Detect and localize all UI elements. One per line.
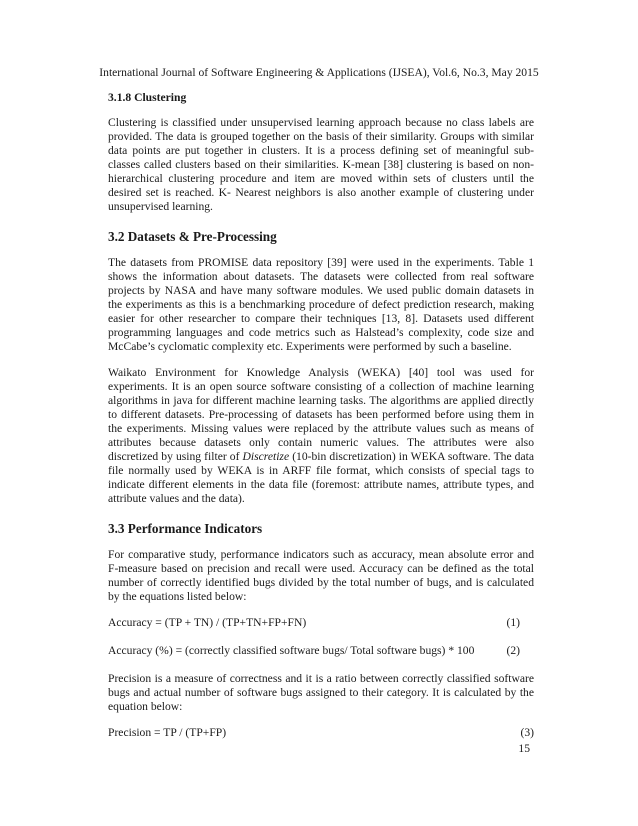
equation-number: (1): [506, 616, 520, 629]
equation-1: [108, 616, 534, 630]
equation-text: Accuracy = (TP + TN) / (TP+TN+FP+FN): [108, 616, 307, 629]
equation-text: Precision = TP / (TP+FP): [108, 726, 227, 739]
equation-3: [108, 726, 534, 740]
paragraph-text: (10-bin discretization) in WEKA software. The data file normally used by WEKA is in ARFF file format, which consists of special tags to indicate different elements in the data file (foremost: attribute names, attribute types, and attribute values and the data).: [108, 450, 534, 505]
paragraph-text: Waikato Environment for Knowledge Analysis (WEKA) [40] tool was used for experiments. It is an open source software consisting of a collection of machine learning algorithms in java for different machine learning tasks. The algorithms are applied directly to different datasets. Pre-processing of datasets has been performed before using them in the experiments. Missing values were replaced by the attribute values such as means of attributes because datasets only contain numeric values. The attributes were also discretized by using filter of: [108, 366, 534, 463]
equation-text: Accuracy (%) = (correctly classified software bugs/ Total software bugs) * 100: [108, 644, 475, 657]
paragraph-performance-2: Precision is a measure of correctness and it is a ratio between correctly classified software bugs and actual number of software bugs assigned to their category. It is calculated by the equation below:: [108, 672, 534, 713]
page-number: 15: [518, 742, 530, 755]
section-heading-datasets: 3.2 Datasets & Pre-Processing: [108, 229, 277, 244]
page-content: [108, 91, 534, 754]
paragraph-datasets-1: The datasets from PROMISE data repository [39] were used in the experiments. Table 1 shows the information about datasets. The datasets were collected from real software projects by NASA and have many software modules. We used public domain datasets in the experiments as this is a benchmarking procedure of defect prediction research, making easier for other researcher to compare their techniques [13, 8]. Datasets used different programming languages and code metrics such as Halstead’s complexity, code size and McCabe’s cyclomatic complexity etc. Experiments were performed by such a baseline.: [108, 256, 534, 353]
paragraph-performance-1: For comparative study, performance indicators such as accuracy, mean absolute error and F-measure based on precision and recall were used. Accuracy can be defined as the total number of correctly identified bugs divided by the total number of bugs, and is calculated by the equations listed below:: [108, 548, 534, 603]
section-heading-performance: 3.3 Performance Indicators: [108, 521, 263, 536]
paragraph-datasets-2: [108, 366, 534, 506]
paragraph-clustering: Clustering is classified under unsupervised learning approach because no class labels are provided. The data is grouped together on the basis of their similarity. Groups with similar data points are put together in clusters. It is a process defining set of meaningful sub-classes called clusters based on their similarities. K-mean [38] clustering is based on non-hierarchical clustering procedure and item are moved within sets of clusters until the desired set is reached. K- Nearest neighbors is also another example of clustering under unsupervised learning.: [108, 116, 534, 213]
section-heading-clustering: 3.1.8 Clustering: [108, 91, 187, 104]
equation-number: (2): [506, 644, 520, 657]
italic-term: Discretize: [242, 450, 290, 463]
equation-number: (3): [520, 726, 534, 739]
equation-2: [108, 644, 534, 658]
journal-header: International Journal of Software Engineering & Applications (IJSEA), Vol.6, No.3, May 2015: [99, 66, 539, 79]
